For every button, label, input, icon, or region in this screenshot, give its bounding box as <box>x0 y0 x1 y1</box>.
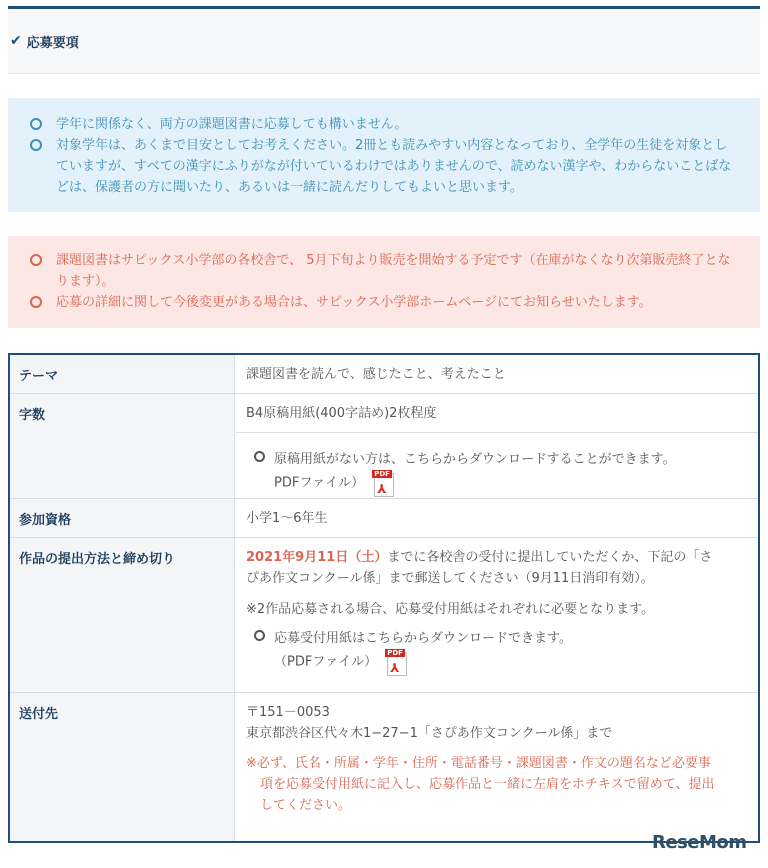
application-table <box>8 353 760 843</box>
submission-note: ※2作品応募される場合、応募受付用紙はそれぞれに必要となります。 <box>246 602 655 617</box>
manuscript-download-link[interactable]: 原稿用紙がない方は、こちらからダウンロードすることができます。 <box>274 452 676 467</box>
checkmark-icon: ✔ <box>10 33 22 49</box>
deadline-date: 2021年9月11日（土） <box>246 550 388 565</box>
submission-download <box>246 628 748 649</box>
table-row-theme <box>10 355 758 394</box>
warning-line: してください。 <box>260 798 352 813</box>
notice-note <box>30 250 740 292</box>
notice-note-text: 応募の詳細に関して今後変更がある場合は、サピックス小学部ホームページにてお知らせいたします。 <box>56 295 652 310</box>
warning-line: ※必ず、氏名・所属・学年・住所・電話番号・課題図書・作文の題名など必要事 <box>246 756 711 771</box>
info-note <box>30 135 740 198</box>
circle-bullet-icon <box>254 451 265 462</box>
notice-box <box>8 236 760 328</box>
circle-bullet-icon <box>30 296 42 308</box>
circle-bullet-icon <box>30 118 42 130</box>
entry-form-download-link[interactable]: 応募受付用紙はこちらからダウンロードできます。 <box>274 631 572 646</box>
row-label: 作品の提出方法と締め切り <box>10 538 235 692</box>
row-value: 小学1～6年生 <box>246 511 328 526</box>
notice-note <box>30 292 740 313</box>
submission-line-1: 2021年9月11日（土）までに各校舎の受付に提出していただくか、下記の「さ <box>246 550 713 565</box>
mailing-address: 東京都渋谷区代々木1−27−1「さぴあ作文コンクール係」まで <box>246 726 613 741</box>
pdf-icon[interactable]: PDF ⅄ <box>372 470 394 496</box>
section-title: 応募要項 <box>26 35 79 51</box>
jisu-value: B4原稿用紙(400字詰め)2枚程度 <box>246 406 437 421</box>
postal-code: 〒151－0053 <box>246 705 330 720</box>
circle-bullet-icon <box>30 254 42 266</box>
pdf-file-label: （PDFファイル） <box>274 654 378 670</box>
circle-bullet-icon <box>254 630 265 641</box>
section-heading <box>8 9 760 74</box>
notice-note-text: 課題図書はサピックス小学部の各校舎で、 5月下旬より販売を開始する予定です（在庫がなくなり次第販売終了となります）。 <box>56 253 731 289</box>
info-notes-box <box>8 98 760 212</box>
table-row-destination <box>10 693 758 841</box>
row-label: 送付先 <box>10 693 235 841</box>
row-value <box>236 693 758 841</box>
circle-bullet-icon <box>30 139 42 151</box>
table-row-jisu <box>10 394 758 499</box>
submission-line-2: ぴあ作文コンクール係」まで郵送してください（9月11日消印有効）。 <box>246 571 654 586</box>
row-label: 参加資格 <box>10 499 235 537</box>
row-value: 課題図書を読んで、感じたこと、考えたこと <box>246 367 506 382</box>
resemom-watermark: ReseMom <box>652 832 747 853</box>
pdf-file-label: PDFファイル） <box>274 475 365 491</box>
row-label: 字数 <box>10 394 235 498</box>
row-value <box>236 538 758 692</box>
warning-line: 項を応募受付用紙に記入し、応募作品と一緒に左肩をホチキスで留めて、提出 <box>260 777 715 792</box>
table-row-eligibility <box>10 499 758 538</box>
info-note <box>30 114 740 135</box>
table-row-submission <box>10 538 758 693</box>
pdf-icon[interactable]: PDF ⅄ <box>385 649 407 675</box>
row-divider <box>236 432 758 433</box>
info-note-text: 対象学年は、あくまで目安としてお考えください。2冊とも読みやすい内容となっており、全学年の生徒を対象としていますが、すべての漢字にふりがなが付いているわけではありませんので、読めない漢字や、わからないことばなどは、保護者の方に聞いたり、あるいは一緒に読んだりしてもよいと思います。 <box>56 138 732 195</box>
info-note-text: 学年に関係なく、両方の課題図書に応募しても構いません。 <box>56 117 408 132</box>
row-label: テーマ <box>10 355 235 393</box>
jisu-download <box>236 440 758 498</box>
